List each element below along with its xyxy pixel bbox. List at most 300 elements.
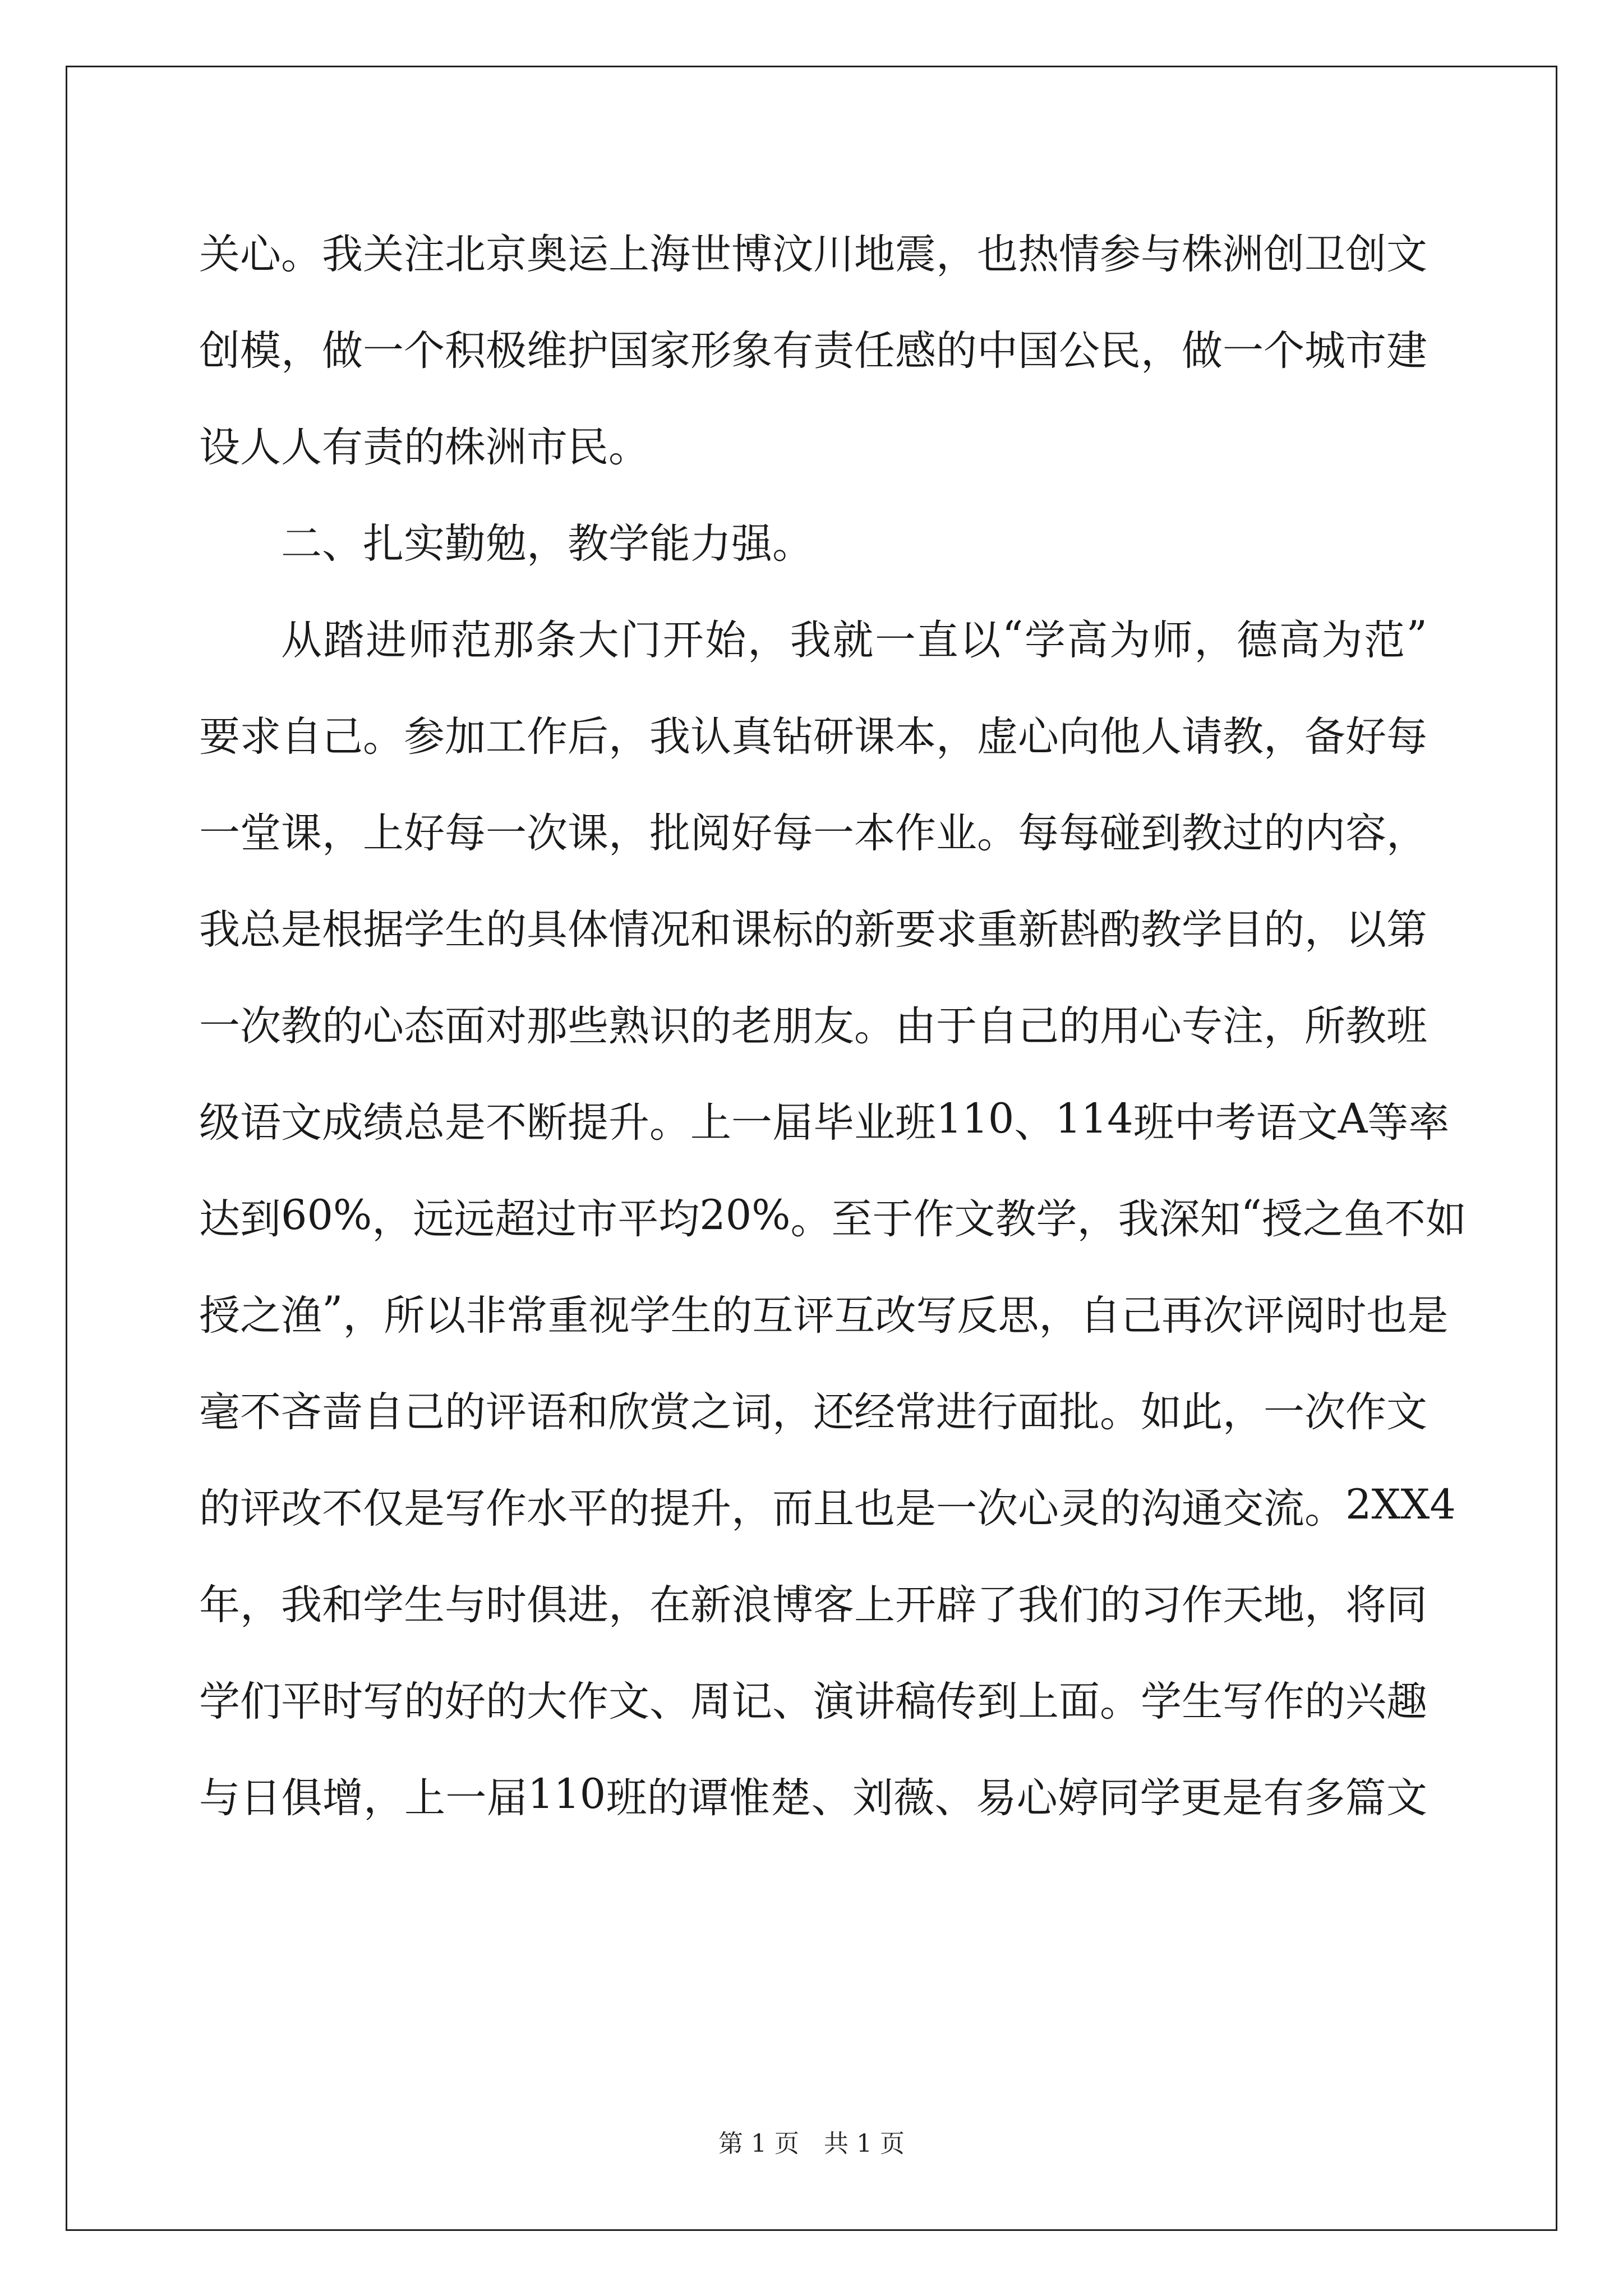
text-char: 次 [1202, 1291, 1244, 1340]
text-char: 们 [240, 1677, 281, 1726]
text-char: 灵 [1059, 1484, 1100, 1533]
text-char: 文 [1297, 1098, 1338, 1147]
text-char: 向 [1059, 712, 1100, 761]
text-char: 课 [731, 905, 772, 954]
text-char: 专 [1182, 1002, 1223, 1050]
text-char: 世 [690, 230, 731, 278]
text-char: 教 [281, 1002, 322, 1050]
text-char: 之 [690, 1388, 731, 1436]
text-char: 辟 [936, 1581, 977, 1629]
text-char: 生 [445, 905, 486, 954]
text-char: 我 [199, 905, 240, 954]
text-char: 责 [813, 326, 854, 375]
text-char: 请 [1182, 712, 1223, 761]
text-char: 作 [527, 712, 568, 761]
text-char: 教 [1345, 1002, 1386, 1050]
text-char: 。 [1304, 1484, 1345, 1533]
text-char: 内 [1304, 809, 1345, 857]
text-char: ， [608, 1581, 649, 1629]
text-char: 条 [535, 616, 577, 664]
text-char: 心 [1018, 1484, 1059, 1533]
text-char: 德 [1237, 616, 1278, 664]
text-char: 注 [404, 230, 445, 278]
text-char: 趣 [1386, 1677, 1427, 1726]
text-char: 洲 [1223, 230, 1264, 278]
text-char: 传 [936, 1677, 977, 1726]
text-char: 心 [240, 230, 281, 278]
text-line [199, 1360, 1427, 1456]
text-char: 有 [1263, 1774, 1304, 1822]
text-char: 自 [363, 1388, 404, 1436]
text-char: 以 [425, 1291, 466, 1340]
text-char: 创 [199, 326, 240, 375]
text-line [199, 684, 1427, 781]
text-char: 也 [1366, 1291, 1408, 1340]
text-char: 高 [1279, 616, 1320, 664]
text-char: ， [343, 1291, 384, 1340]
text-char: 每 [445, 809, 486, 857]
text-char: 流 [1264, 1484, 1304, 1533]
text-char: ， [608, 809, 649, 857]
text-char: 为 [1109, 616, 1151, 664]
text-char: 北 [445, 230, 486, 278]
text-char: 浪 [731, 1581, 772, 1629]
text-char: ， [322, 809, 363, 857]
text-char: 海 [649, 230, 690, 278]
text-char: 范 [450, 616, 492, 664]
text-char: 阅 [690, 809, 731, 857]
text-char: 的 [199, 1484, 240, 1533]
text-char: 次 [977, 1484, 1018, 1533]
text-char: 思 [998, 1291, 1039, 1340]
text-line [199, 1553, 1427, 1649]
text-char: 沟 [1141, 1484, 1182, 1533]
text-char: 感 [895, 326, 936, 375]
text-char: 欣 [608, 1388, 649, 1436]
text-char: ” [1406, 612, 1427, 660]
text-char: 每 [1018, 809, 1059, 857]
text-char: 心 [363, 1002, 404, 1050]
text-char: 等 [1367, 1098, 1409, 1147]
text-char: 水 [527, 1484, 568, 1533]
text-char: 断 [527, 1098, 568, 1147]
text-char: 对 [486, 1002, 527, 1050]
text-char: 与 [199, 1774, 240, 1822]
text-char: 视 [588, 1291, 630, 1340]
text-char: 关 [363, 230, 404, 278]
text-char: 薇 [893, 1774, 935, 1822]
text-line: 设人人有责的株洲市民。 [199, 423, 649, 471]
text-char: 开 [662, 616, 704, 664]
text-char: 象 [731, 326, 772, 375]
text-char: 求 [240, 712, 281, 761]
text-char: 极 [486, 326, 527, 375]
text-char: 写 [363, 1677, 404, 1726]
text-char: 博 [731, 230, 772, 278]
text-char: 语 [240, 1098, 281, 1147]
text-char: 博 [772, 1581, 813, 1629]
text-char: 作 [913, 1195, 955, 1243]
text-char: 作 [1264, 1677, 1304, 1726]
text-char: 个 [404, 326, 445, 375]
text-char: 每 [1059, 809, 1100, 857]
text-char: 要 [895, 905, 936, 954]
text-char: 心 [1141, 1002, 1182, 1050]
text-char: 那 [493, 616, 534, 664]
text-char: 己 [1018, 1002, 1059, 1050]
text-char: 己 [404, 1388, 445, 1436]
text-char: 重 [977, 905, 1018, 954]
text-char: 大 [527, 1677, 568, 1726]
text-char: 也 [854, 1484, 895, 1533]
text-char: 维 [527, 326, 568, 375]
text-char: 求 [936, 905, 977, 954]
text-char: 时 [486, 1581, 527, 1629]
text-char: 届 [486, 1774, 528, 1822]
text-char: 进 [366, 616, 407, 664]
text-char: 始 [705, 616, 746, 664]
text-char: 常 [506, 1291, 548, 1340]
text-char: 新 [1018, 905, 1059, 954]
text-char: ， [1141, 326, 1182, 375]
text-char: 年 [199, 1581, 240, 1629]
text-char: 的 [1264, 809, 1304, 857]
text-char: 互 [834, 1291, 875, 1340]
text-char: 生 [670, 1291, 712, 1340]
text-char: 好 [404, 809, 445, 857]
text-char: 川 [813, 230, 854, 278]
text-char: 是 [404, 1484, 445, 1533]
text-char: 。 [1100, 1388, 1141, 1436]
text-char: 语 [527, 1388, 568, 1436]
text-line [199, 781, 1427, 877]
text-char: 评 [1243, 1291, 1285, 1340]
text-char: 啬 [322, 1388, 363, 1436]
text-char: 届 [772, 1098, 813, 1147]
text-char: 大 [578, 616, 619, 664]
text-char: 堂 [240, 809, 281, 857]
text-char: 我 [1018, 1581, 1059, 1629]
text-char: ， [372, 1195, 413, 1243]
text-char: 过 [536, 1195, 577, 1243]
text-char: 知 [1200, 1195, 1241, 1243]
text-char: 班 [1133, 1098, 1174, 1147]
text-char: 讲 [854, 1677, 895, 1726]
text-char: 平 [281, 1677, 322, 1726]
text-char: 好 [1345, 712, 1386, 761]
text-char: 国 [1018, 326, 1059, 375]
text-char: 的 [1059, 1002, 1100, 1050]
text-char: 的 [486, 1677, 527, 1726]
text-char: 心 [1016, 1774, 1058, 1822]
text-char: 的 [445, 1388, 486, 1436]
text-char: ， [240, 1581, 281, 1629]
text-char: 每 [772, 809, 813, 857]
text-char: 稿 [895, 1677, 936, 1726]
text-char: 俱 [281, 1774, 322, 1822]
text-char: 从 [281, 616, 322, 664]
text-char: 与 [445, 1581, 486, 1629]
text-char: 汶 [772, 230, 813, 278]
text-char: 。 [854, 1002, 895, 1050]
text-char: 在 [649, 1581, 690, 1629]
text-char: 行 [977, 1388, 1018, 1436]
section-heading: 二、扎实勤勉，教学能力强。 [281, 519, 813, 568]
text-char: 斟 [1059, 905, 1100, 954]
text-char: 是 [895, 1484, 936, 1533]
text-char: 客 [813, 1581, 854, 1629]
text-char: 师 [1151, 616, 1193, 664]
text-char: 根 [322, 905, 363, 954]
text-char: 所 [1304, 1002, 1345, 1050]
text-char: 改 [875, 1291, 916, 1340]
text-char: 范 [1363, 616, 1405, 664]
text-char: 做 [322, 326, 363, 375]
text-char: 那 [527, 1002, 568, 1050]
text-char: 到 [240, 1195, 281, 1243]
text-char: 业 [936, 809, 977, 857]
text-char: 公 [1059, 326, 1100, 375]
text-char: 进 [936, 1388, 977, 1436]
text-char: 工 [486, 712, 527, 761]
text-char: 课 [568, 809, 608, 857]
text-char: 提 [649, 1484, 690, 1533]
text-char: 平 [617, 1195, 659, 1243]
text-char: 。 [363, 712, 404, 761]
text-char: 课 [281, 809, 322, 857]
text-char: 具 [527, 905, 568, 954]
text-char: ， [731, 1484, 772, 1533]
text-char: 此 [1182, 1388, 1223, 1436]
text-char: 是 [445, 1098, 486, 1147]
text-char: 词 [731, 1388, 772, 1436]
text-char: 关 [199, 230, 240, 278]
text-char: 的 [711, 1291, 753, 1340]
text-char: 国 [608, 326, 649, 375]
text-char: 酌 [1100, 905, 1141, 954]
text-char: 作 [486, 1484, 527, 1533]
text-char: 110 [936, 1094, 1015, 1143]
text-char: ， [936, 712, 977, 761]
text-char: 绩 [363, 1098, 404, 1147]
text-char: 的 [1100, 1581, 1141, 1629]
text-char: 有 [772, 326, 813, 375]
text-char: 师 [408, 616, 449, 664]
text-char: 赏 [649, 1388, 690, 1436]
text-char: 和 [690, 905, 731, 954]
text-char: ， [748, 616, 789, 664]
text-char: 我 [322, 230, 363, 278]
text-char: 进 [568, 1581, 608, 1629]
text-char: 上 [363, 809, 404, 857]
text-char: 本 [895, 712, 936, 761]
text-char: ， [608, 712, 649, 761]
text-char: 于 [872, 1195, 914, 1243]
text-char: 110 [527, 1770, 606, 1818]
text-char: 钻 [772, 712, 813, 761]
text-line [199, 1167, 1467, 1263]
text-char: 且 [813, 1484, 854, 1533]
text-char: 震 [895, 230, 936, 278]
text-char: 以 [1345, 905, 1386, 954]
text-char: 一 [936, 1484, 977, 1533]
text-char: 要 [199, 712, 240, 761]
text-char: 我 [790, 616, 831, 664]
text-char: 认 [690, 712, 731, 761]
text-char: 开 [895, 1581, 936, 1629]
text-char: 新 [854, 905, 895, 954]
text-char: 也 [977, 230, 1018, 278]
text-char: 学 [1036, 1195, 1077, 1243]
text-char: 成 [322, 1098, 363, 1147]
text-char: 一 [731, 1098, 772, 1147]
text-char: “ [1241, 1191, 1262, 1239]
text-char: 再 [1161, 1291, 1203, 1340]
text-char: 所 [384, 1291, 425, 1340]
text-char: 学 [629, 1291, 671, 1340]
text-char: 超 [495, 1195, 536, 1243]
text-char: 同 [1386, 1581, 1427, 1629]
text-char: 上 [608, 230, 649, 278]
text-char: 中 [977, 326, 1018, 375]
text-char: 写 [1223, 1677, 1264, 1726]
text-char: 心 [1018, 712, 1059, 761]
text-char: 评 [240, 1484, 281, 1533]
text-char: 情 [1059, 230, 1100, 278]
text-line [199, 974, 1427, 1070]
text-char: 以 [960, 616, 1001, 664]
text-char: 俱 [527, 1581, 568, 1629]
text-char: 标 [772, 905, 813, 954]
text-char: 每 [1386, 712, 1427, 761]
text-char: 的 [322, 1002, 363, 1050]
text-char: 为 [1321, 616, 1363, 664]
text-char: 重 [547, 1291, 589, 1340]
text-char: 不 [1384, 1195, 1426, 1243]
text-char: 中 [1174, 1098, 1215, 1147]
text-char: 形 [690, 326, 731, 375]
text-char: 作 [1182, 1581, 1223, 1629]
text-line [199, 1649, 1427, 1746]
text-char: 真 [731, 712, 772, 761]
text-char: 。 [281, 230, 322, 278]
text-char: 面 [1059, 1677, 1100, 1726]
text-char: 班 [895, 1098, 936, 1147]
text-line [199, 588, 1427, 684]
text-char: 渔 [281, 1291, 322, 1340]
text-char: 虚 [977, 712, 1018, 761]
text-char: 阅 [1284, 1291, 1326, 1340]
text-char: 教 [1182, 809, 1223, 857]
text-char: 己 [1121, 1291, 1162, 1340]
text-char: 学 [1140, 1774, 1181, 1822]
text-char: 民 [1100, 326, 1141, 375]
text-char: 。 [790, 1195, 832, 1243]
text-char: 20% [699, 1191, 791, 1239]
text-char: 一 [1264, 1388, 1304, 1436]
text-char: 还 [813, 1388, 854, 1436]
text-char: 如 [1141, 1388, 1182, 1436]
text-line [199, 1746, 1427, 1842]
text-char: 创 [1264, 230, 1304, 278]
text-char: 生 [404, 1581, 445, 1629]
text-char: 非 [465, 1291, 507, 1340]
text-char: 参 [1100, 230, 1141, 278]
text-char: 护 [568, 326, 608, 375]
text-char: 面 [1018, 1388, 1059, 1436]
text-char: 熟 [608, 1002, 649, 1050]
text-char: 参 [404, 712, 445, 761]
text-char: 次 [1304, 1388, 1345, 1436]
text-char: 己 [322, 712, 363, 761]
text-char: 上 [690, 1098, 731, 1147]
text-char: 据 [363, 905, 404, 954]
text-char: 文 [1386, 1388, 1427, 1436]
text-char: ， [1264, 1002, 1304, 1050]
text-char: 们 [1059, 1581, 1100, 1629]
text-char: 卫 [1304, 230, 1345, 278]
text-char: 一 [199, 809, 240, 857]
text-char: 由 [895, 1002, 936, 1050]
text-char: 新 [690, 1581, 731, 1629]
text-char: 的 [690, 1002, 731, 1050]
text-char: 的 [813, 905, 854, 954]
text-char: 个 [1264, 326, 1304, 375]
text-line [199, 1263, 1449, 1360]
text-char: 任 [854, 326, 895, 375]
text-char: 到 [1141, 809, 1182, 857]
text-char: 常 [895, 1388, 936, 1436]
text-char: 达 [199, 1195, 240, 1243]
text-char: 、 [649, 1677, 690, 1726]
text-char: 篇 [1345, 1774, 1386, 1822]
text-char: 创 [1345, 230, 1386, 278]
text-char: 体 [568, 905, 608, 954]
text-char: A [1338, 1094, 1368, 1143]
text-char: 不 [322, 1484, 363, 1533]
text-char: 作 [1345, 1388, 1386, 1436]
text-char: 、 [1014, 1098, 1055, 1147]
text-char: 写 [916, 1291, 957, 1340]
text-char: 总 [240, 905, 281, 954]
text-char: 文 [608, 1677, 649, 1726]
text-char: 考 [1215, 1098, 1256, 1147]
text-char: 碰 [1100, 809, 1141, 857]
text-char: 文 [281, 1098, 322, 1147]
text-char: 经 [854, 1388, 895, 1436]
text-char: 易 [975, 1774, 1017, 1822]
text-char: 周 [690, 1677, 731, 1726]
text-char: 文 [1386, 230, 1427, 278]
text-char: 的 [1304, 1677, 1345, 1726]
text-char: 楚 [770, 1774, 811, 1822]
text-char: 奥 [527, 230, 568, 278]
text-char: ， [936, 230, 977, 278]
text-char: ， [363, 1774, 404, 1822]
text-char: 加 [445, 712, 486, 761]
text-char: 批 [649, 809, 690, 857]
text-char: 与 [1141, 230, 1182, 278]
text-char: “ [1002, 612, 1023, 660]
text-char: 学 [1024, 616, 1066, 664]
text-char: 一 [1223, 326, 1264, 375]
text-char: 平 [568, 1484, 608, 1533]
text-char: 级 [199, 1098, 240, 1147]
text-char: 的 [936, 326, 977, 375]
text-char: 一 [199, 1002, 240, 1050]
text-char: 评 [793, 1291, 834, 1340]
text-char: ， [1304, 905, 1345, 954]
